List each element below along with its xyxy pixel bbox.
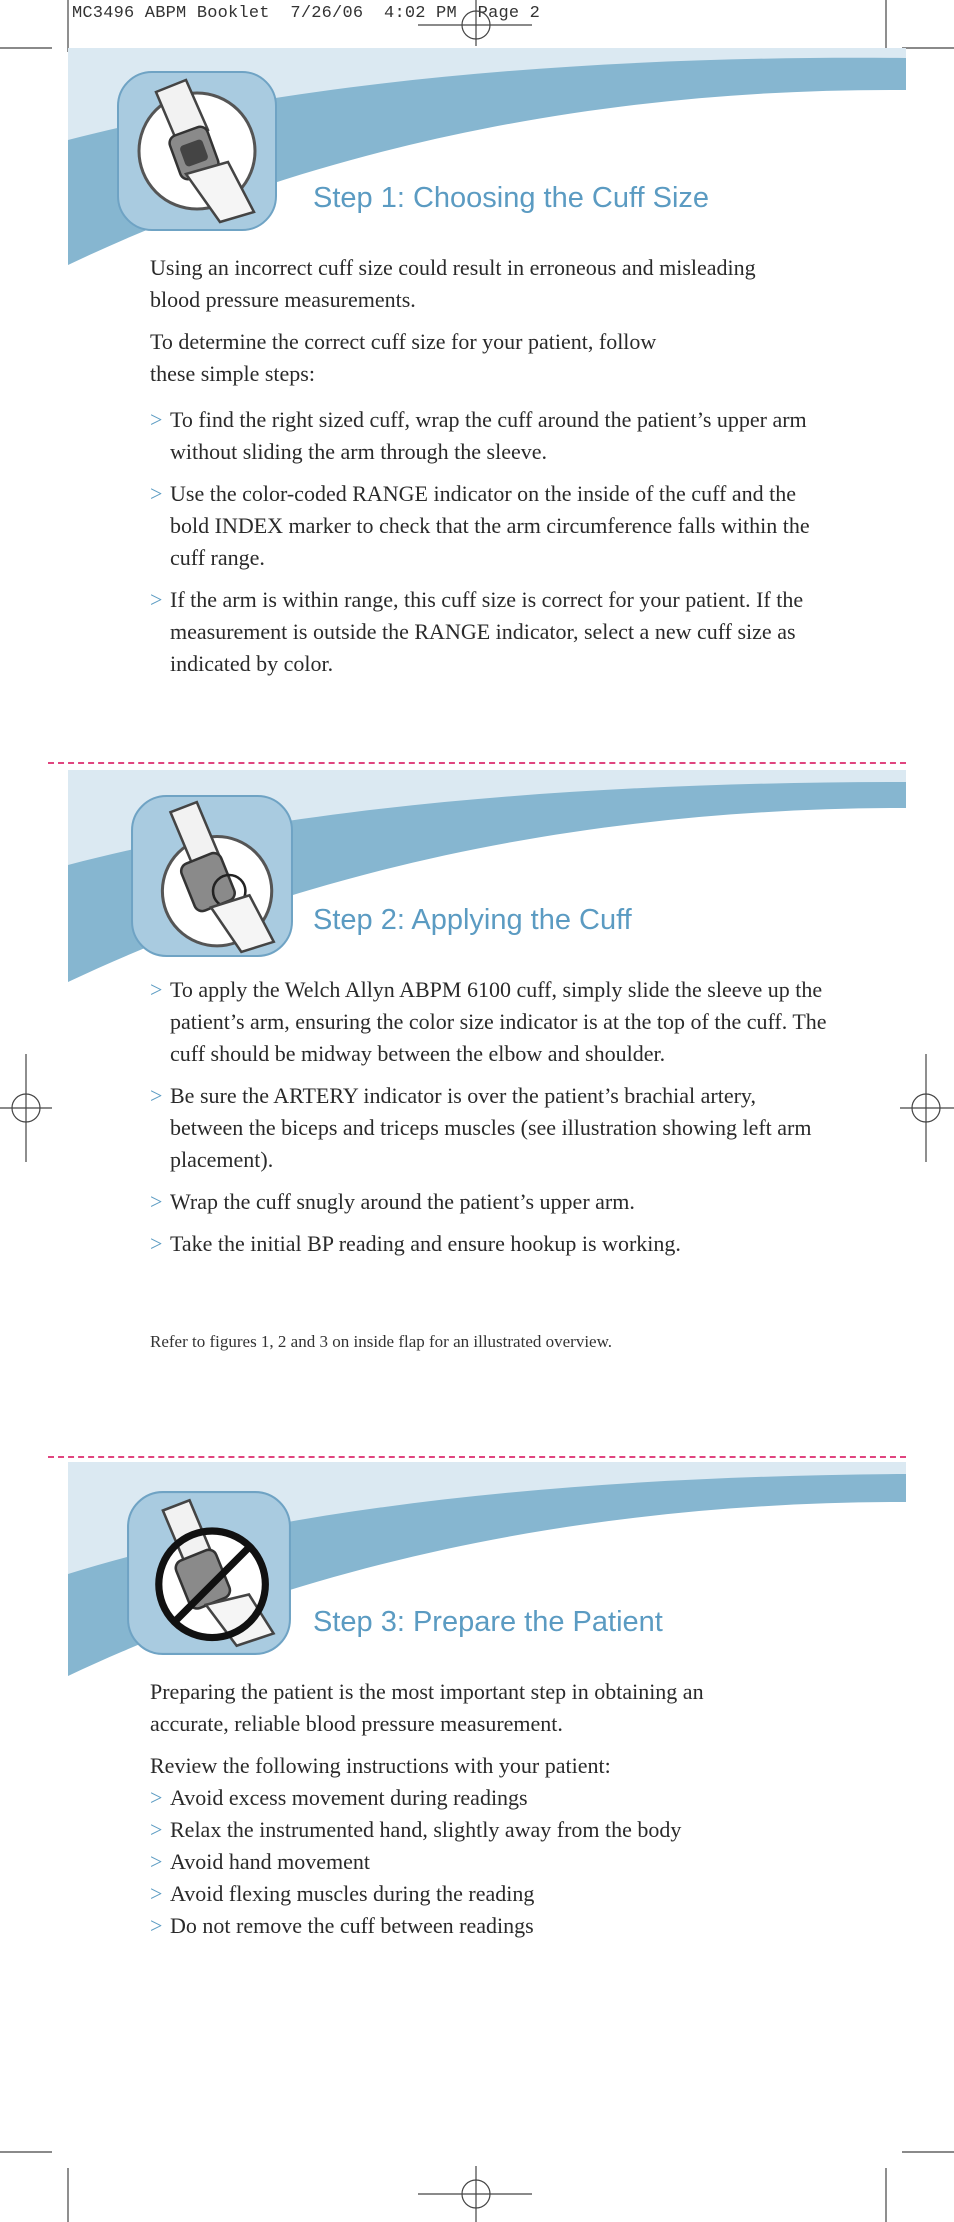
step-1-title: Step 1: Choosing the Cuff Size — [313, 182, 710, 214]
list-item: > Avoid flexing muscles during the reading — [150, 1878, 830, 1910]
list-item: > Be sure the ARTERY indicator is over the patient’s brachial artery, between the biceps and triceps muscles (see illustration showing left arm placement). — [150, 1080, 830, 1176]
bullet-marker: > — [150, 1881, 163, 1906]
step-2-title: Step 2: Applying the Cuff — [313, 904, 632, 936]
bullet-marker: > — [150, 407, 163, 432]
bullet-marker: > — [150, 977, 163, 1002]
bullet-marker: > — [150, 1785, 163, 1810]
step-3-title: Step 3: Prepare the Patient — [313, 1606, 663, 1638]
bullet-marker: > — [150, 1849, 163, 1874]
list-item: > Take the initial BP reading and ensure hookup is working. — [150, 1228, 830, 1260]
step-3-list — [150, 1782, 830, 1942]
list-item: > If the arm is within range, this cuff size is correct for your patient. If the measurement is outside the RANGE indicator, select a new cuff size as indicated by color. — [150, 584, 830, 680]
cuff-size-icon — [116, 70, 278, 237]
list-item: > Avoid hand movement — [150, 1846, 830, 1878]
bullet-marker: > — [150, 1189, 163, 1214]
bullet-marker: > — [150, 1817, 163, 1842]
list-item: > Use the color-coded RANGE indicator on the inside of the cuff and the bold INDEX marker to check that the arm circumference falls within the cuff range. — [150, 478, 830, 574]
bullet-marker: > — [150, 1231, 163, 1256]
list-item: > To apply the Welch Allyn ABPM 6100 cuff, simply slide the sleeve up the patient’s arm, ensuring the color size indicator is at the top of the cuff. The cuff should be midway between the elbow and shoulder. — [150, 974, 830, 1070]
list-item: > Wrap the cuff snugly around the patient’s upper arm. — [150, 1186, 830, 1218]
step-3-lead: Review the following instructions with your patient: — [150, 1753, 611, 1778]
section-divider — [48, 1456, 906, 1458]
step-1-lead: To determine the correct cuff size for your patient, follow these simple steps: — [150, 329, 657, 386]
bullet-marker: > — [150, 481, 163, 506]
no-movement-icon — [126, 1490, 292, 1661]
list-item: > Do not remove the cuff between readings — [150, 1910, 830, 1942]
step-1-list — [150, 404, 830, 680]
list-item: > To find the right sized cuff, wrap the cuff around the patient’s upper arm without sliding the arm through the sleeve. — [150, 404, 830, 468]
bullet-marker: > — [150, 1083, 163, 1108]
list-item: > Relax the instrumented hand, slightly away from the body — [150, 1814, 830, 1846]
step-1-intro: Using an incorrect cuff size could result in erroneous and misleading blood pressure measurements. — [150, 255, 756, 312]
bullet-marker: > — [150, 587, 163, 612]
section-divider — [48, 762, 906, 764]
list-item: > Avoid excess movement during readings — [150, 1782, 830, 1814]
printer-slug: MC3496 ABPM Booklet 7/26/06 4:02 PM Page 2 — [72, 4, 541, 23]
bullet-marker: > — [150, 1913, 163, 1938]
step-2-list — [150, 974, 830, 1260]
figures-note: Refer to figures 1, 2 and 3 on inside flap for an illustrated overview. — [150, 1332, 613, 1351]
apply-cuff-icon — [130, 794, 294, 963]
step-3-intro: Preparing the patient is the most important step in obtaining an accurate, reliable blood pressure measurement. — [150, 1679, 704, 1736]
